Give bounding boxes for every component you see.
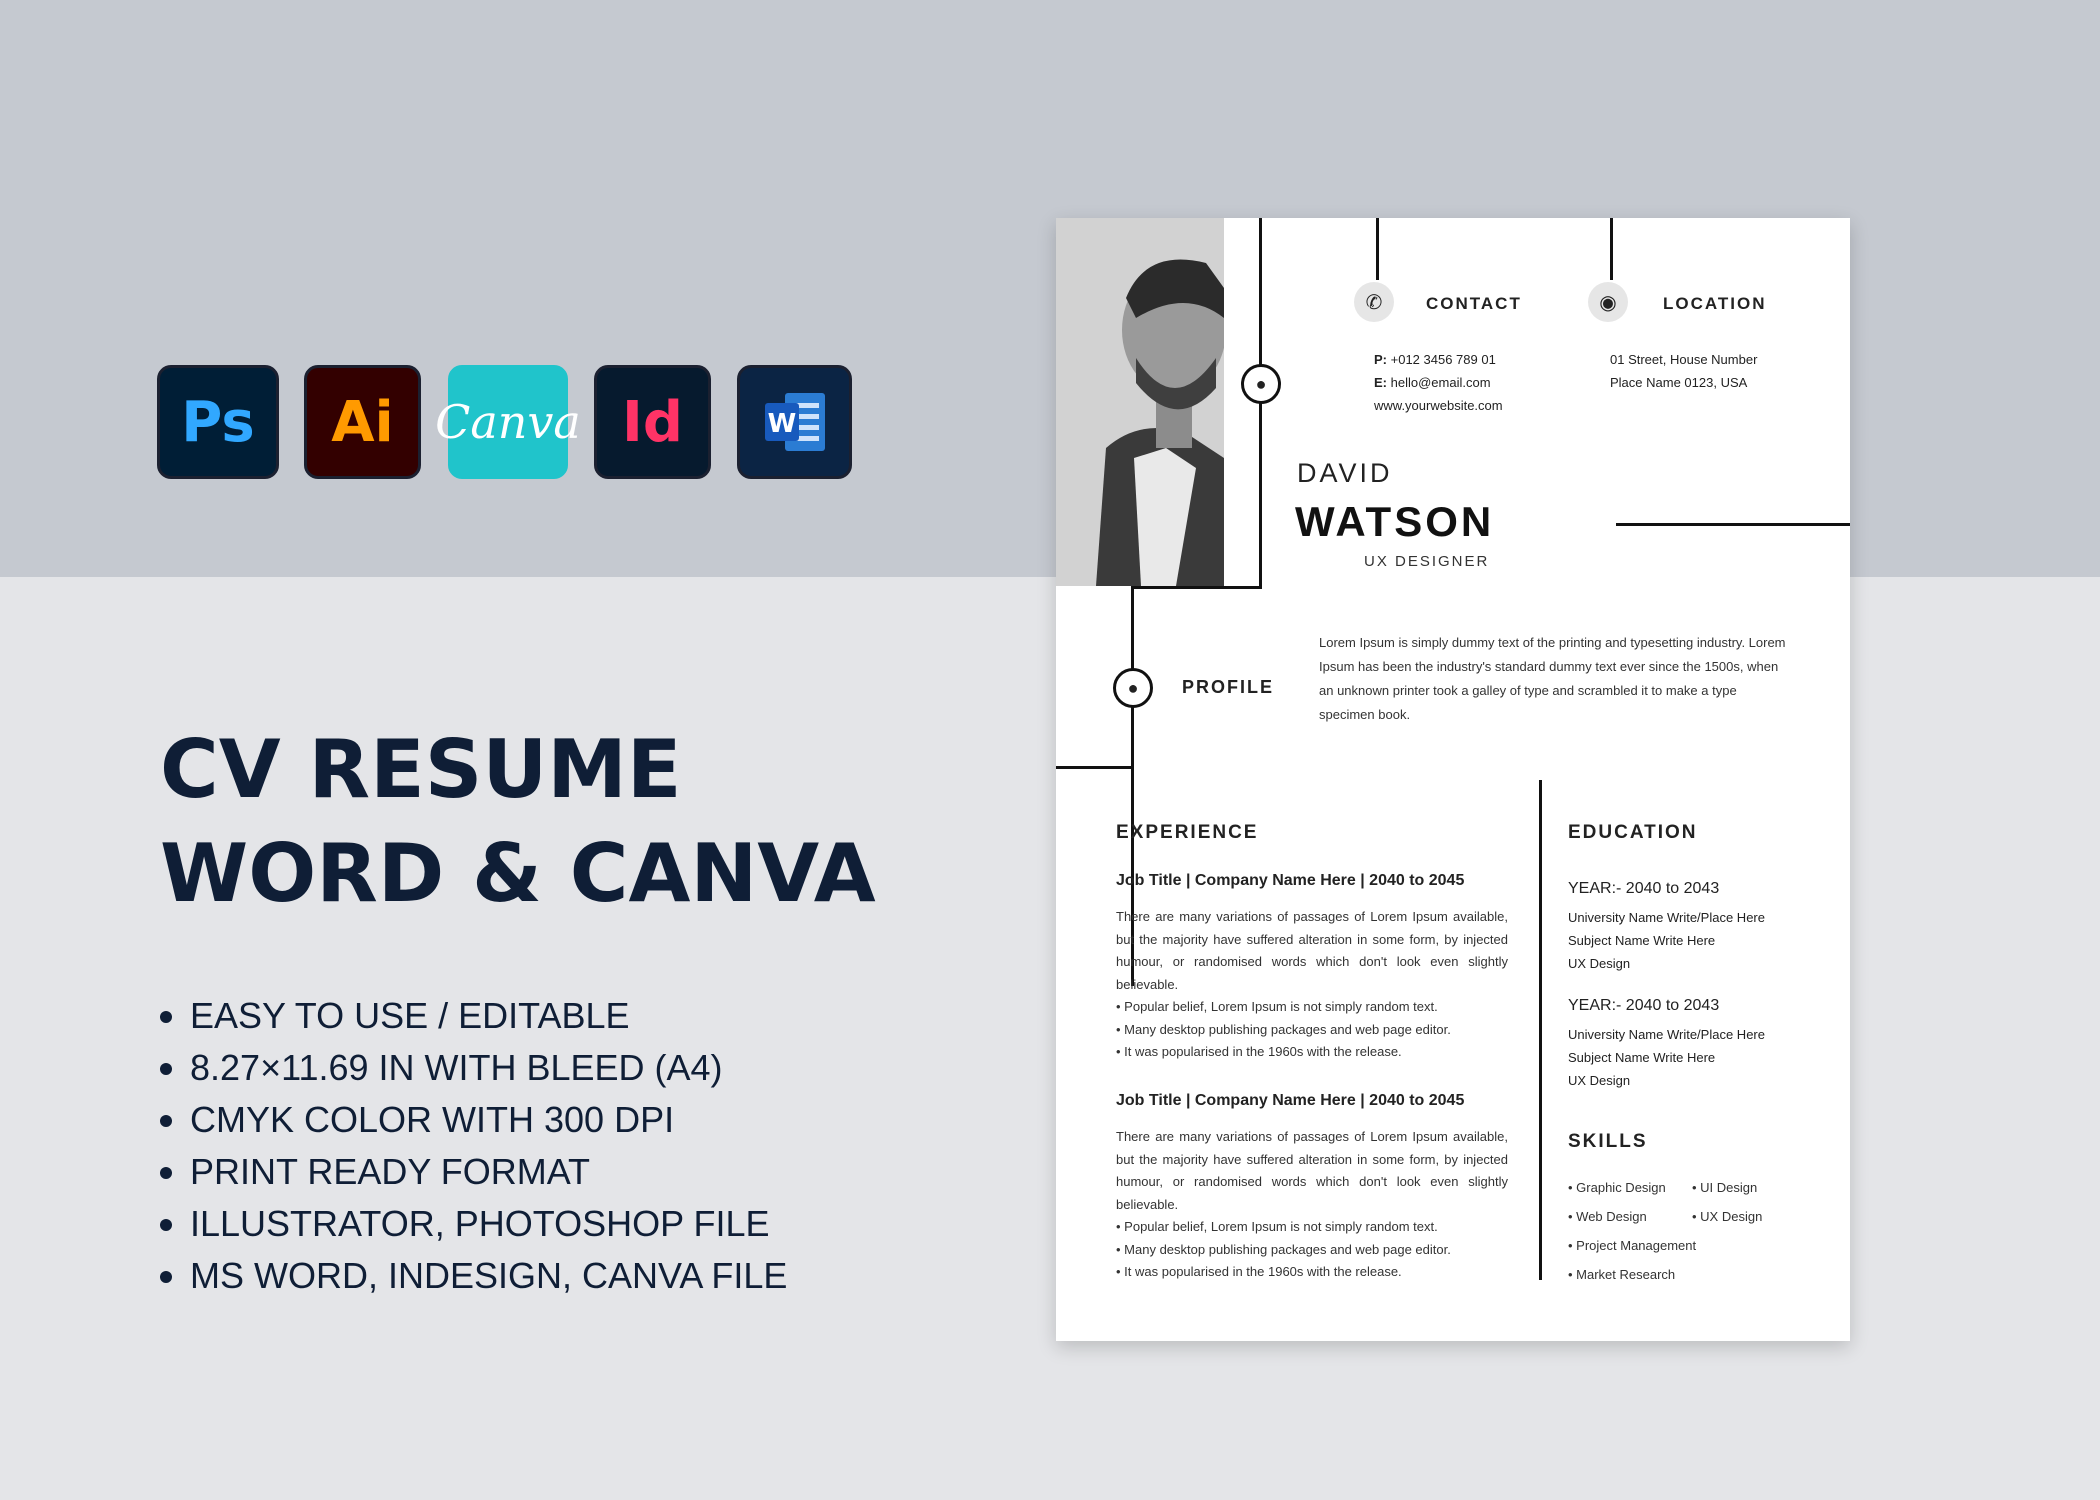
feature-item: ILLUSTRATOR, PHOTOSHOP FILE <box>160 1198 787 1250</box>
education-university: University Name Write/Place Here <box>1568 1027 1765 1042</box>
education-degree: UX Design <box>1568 1073 1631 1088</box>
last-name: WATSON <box>1295 498 1495 545</box>
location-pin-icon: ◉ <box>1588 282 1628 322</box>
location-title: LOCATION <box>1663 294 1767 313</box>
feature-list <box>160 990 787 1302</box>
canva-icon-label: Canva <box>435 395 581 449</box>
job-bullet: • Popular belief, Lorem Ipsum is not simply random text. <box>1116 1216 1516 1239</box>
job-bullets <box>1116 1216 1516 1284</box>
feature-item: EASY TO USE / EDITABLE <box>160 990 787 1042</box>
phone-value: +012 3456 789 01 <box>1390 352 1496 367</box>
profile-photo-graphic <box>1056 218 1224 586</box>
contact-details <box>1374 348 1503 417</box>
skill-item: • Project Management <box>1568 1238 1696 1253</box>
phone-label: P: <box>1374 352 1387 367</box>
job-bullet: • It was popularised in the 1960s with the release. <box>1116 1261 1516 1284</box>
education-year: YEAR:- 2040 to 2043 <box>1568 880 1720 897</box>
headline-line-1: CV RESUME <box>160 723 682 816</box>
phone-icon: ✆ <box>1354 282 1394 322</box>
experience-title: EXPERIENCE <box>1116 822 1259 843</box>
word-icon-label: W <box>767 409 796 439</box>
email-label: E: <box>1374 375 1387 390</box>
education-details <box>1568 1023 1765 1092</box>
profile-text: Lorem Ipsum is simply dummy text of the printing and typesetting industry. Lorem Ipsum has been the industry's standard dummy text ever since the 1500s, when an unknown printer took a galley of type and scrambled it to make a type specimen book. <box>1319 635 1786 722</box>
illustrator-icon <box>304 365 421 479</box>
location-line-2: Place Name 0123, USA <box>1610 375 1748 390</box>
job-description: There are many variations of passages of Lorem Ipsum available, but the majority have suffered alteration in some form, by injected humour, or randomised words which don't look even slightly believable. <box>1116 909 1508 992</box>
feature-item: PRINT READY FORMAT <box>160 1146 787 1198</box>
user-icon: ● <box>1241 364 1281 404</box>
canva-icon <box>435 365 581 479</box>
indesign-icon-label: Id <box>622 389 683 455</box>
education-details <box>1568 906 1765 975</box>
divider-line <box>1376 218 1379 280</box>
resume-sheet <box>1056 218 1850 1341</box>
divider-line <box>1610 218 1613 280</box>
job-title: Job Title | Company Name Here | 2040 to 2045 <box>1116 872 1465 889</box>
feature-item: 8.27×11.69 IN WITH BLEED (A4) <box>160 1042 787 1094</box>
divider-line <box>1539 780 1542 1280</box>
education-subject: Subject Name Write Here <box>1568 1050 1716 1065</box>
job-bullet: • Many desktop publishing packages and web page editor. <box>1116 1239 1516 1262</box>
word-icon-graphic <box>755 387 835 457</box>
job-bullet: • Many desktop publishing packages and web page editor. <box>1116 1019 1516 1042</box>
first-name: DAVID <box>1297 458 1393 488</box>
education-university: University Name Write/Place Here <box>1568 910 1765 925</box>
skill-item: • UI Design <box>1692 1180 1757 1195</box>
job-bullet: • It was popularised in the 1960s with the release. <box>1116 1041 1516 1064</box>
education-title: EDUCATION <box>1568 822 1698 843</box>
email-value: hello@email.com <box>1390 375 1491 390</box>
photoshop-icon-label: Ps <box>181 389 255 455</box>
profile-title: PROFILE <box>1182 677 1275 697</box>
skill-item: • Graphic Design <box>1568 1180 1666 1195</box>
headline <box>160 718 876 926</box>
location-details <box>1610 348 1757 394</box>
indesign-icon <box>594 365 711 479</box>
divider-line <box>1131 586 1262 589</box>
skills-title: SKILLS <box>1568 1131 1648 1152</box>
headline-line-2: WORD & CANVA <box>160 827 876 920</box>
contact-title: CONTACT <box>1426 294 1522 313</box>
website-value: www.yourwebsite.com <box>1374 398 1503 413</box>
job-bullets <box>1116 996 1516 1064</box>
education-subject: Subject Name Write Here <box>1568 933 1716 948</box>
profile-user-icon: ● <box>1113 668 1153 708</box>
feature-item: CMYK COLOR WITH 300 DPI <box>160 1094 787 1146</box>
job-role: UX DESIGNER <box>1364 553 1490 570</box>
job-description: There are many variations of passages of Lorem Ipsum available, but the majority have suffered alteration in some form, by injected humour, or randomised words which don't look even slightly believable. <box>1116 1129 1508 1212</box>
illustrator-icon-label: Ai <box>331 389 394 455</box>
job-title: Job Title | Company Name Here | 2040 to 2045 <box>1116 1092 1465 1109</box>
profile-photo <box>1056 218 1224 586</box>
photoshop-icon <box>157 365 279 479</box>
divider-line <box>1616 523 1850 526</box>
education-degree: UX Design <box>1568 956 1631 971</box>
skill-item: • Web Design <box>1568 1209 1647 1224</box>
divider-line <box>1056 766 1134 769</box>
job-bullet: • Popular belief, Lorem Ipsum is not simply random text. <box>1116 996 1516 1019</box>
word-icon <box>737 365 852 479</box>
education-year: YEAR:- 2040 to 2043 <box>1568 997 1720 1014</box>
feature-item: MS WORD, INDESIGN, CANVA FILE <box>160 1250 787 1302</box>
location-line-1: 01 Street, House Number <box>1610 352 1758 367</box>
skill-item: • UX Design <box>1692 1209 1762 1224</box>
skill-item: • Market Research <box>1568 1267 1675 1282</box>
